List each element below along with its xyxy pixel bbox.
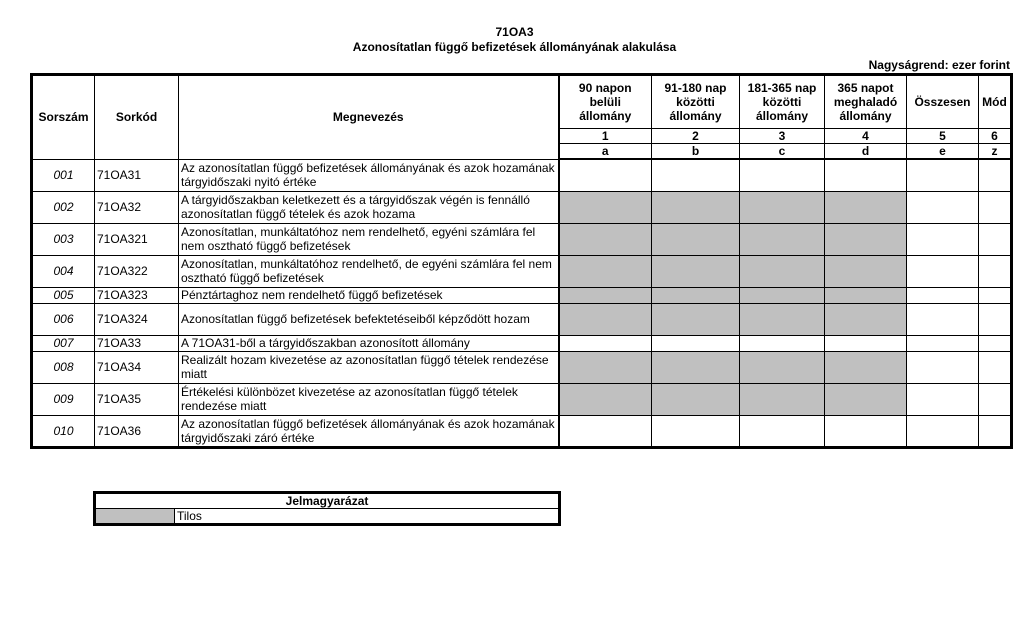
col-number-2: 2 [652,129,740,144]
row-description: Az azonosítatlan függő befizetések állományának és azok hozamának tárgyidőszaki záró értéke [179,415,559,447]
header-col-3-line3: állomány [755,109,809,123]
row-value-col-3 [740,351,825,383]
row-value-col-1 [559,303,652,335]
row-value-col-2 [652,223,740,255]
table-row [32,351,1012,383]
row-code: 71OA324 [95,303,179,335]
header-megnevezes: Megnevezés [179,75,559,160]
header-col-2-line2: közötti [676,95,715,109]
row-value-col-1 [559,223,652,255]
row-value-col-2 [652,383,740,415]
row-value-col-2 [652,287,740,303]
row-value-col-2 [652,303,740,335]
row-serial: 010 [32,415,95,447]
col-number-4: 4 [825,129,907,144]
header-sorkod: Sorkód [95,75,179,160]
row-value-col-4 [825,303,907,335]
row-value-col-3[interactable] [740,159,825,191]
row-value-col-2 [652,351,740,383]
row-value-col-1[interactable] [559,415,652,447]
row-value-col-2[interactable] [652,335,740,351]
row-value-col-6[interactable] [979,287,1012,303]
row-value-col-5[interactable] [907,287,979,303]
row-serial: 009 [32,383,95,415]
row-description: Azonosítatlan, munkáltatóhoz nem rendelhető, egyéni számlára fel nem osztható függő befizetések [179,223,559,255]
row-code: 71OA35 [95,383,179,415]
legend-table [93,491,561,526]
row-value-col-2[interactable] [652,159,740,191]
col-letter-a: a [559,144,652,160]
legend-item-label: Tilos [175,509,560,525]
row-value-col-2[interactable] [652,415,740,447]
header-col-4 [825,75,907,129]
row-value-col-5[interactable] [907,351,979,383]
data-table [30,73,1013,449]
row-value-col-4 [825,383,907,415]
form-title: Azonosítatlan függő befizetések állományának alakulása [352,40,677,54]
header-col-4-line1: 365 napot [837,81,894,95]
table-row [32,383,1012,415]
row-value-col-4[interactable] [825,335,907,351]
row-serial: 007 [32,335,95,351]
header-col-4-line3: állomány [839,109,892,123]
row-value-col-3 [740,303,825,335]
col-number-3: 3 [740,129,825,144]
unit-label: Nagyságrend: ezer forint [868,58,1010,72]
row-code: 71OA323 [95,287,179,303]
row-description: Pénztártaghoz nem rendelhető függő befizetések [179,287,559,303]
col-number-1: 1 [559,129,652,144]
row-value-col-1 [559,255,652,287]
row-description: Az azonosítatlan függő befizetések állományának és azok hozamának tárgyidőszaki nyitó értéke [179,159,559,191]
row-value-col-5[interactable] [907,303,979,335]
row-serial: 001 [32,159,95,191]
row-value-col-3 [740,191,825,223]
header-col-1-line3: állomány [579,109,632,123]
col-letter-z: z [979,144,1012,160]
row-value-col-6[interactable] [979,159,1012,191]
header-col-2 [652,75,740,129]
row-value-col-5[interactable] [907,159,979,191]
row-code: 71OA321 [95,223,179,255]
row-value-col-4 [825,223,907,255]
col-number-6: 6 [979,129,1012,144]
row-description: A 71OA31-ből a tárgyidőszakban azonosított állomány [179,335,559,351]
table-row [32,415,1012,447]
row-code: 71OA33 [95,335,179,351]
row-code: 71OA322 [95,255,179,287]
row-serial: 008 [32,351,95,383]
row-code: 71OA32 [95,191,179,223]
header-col-3-line1: 181-365 nap [747,81,817,95]
row-value-col-4 [825,351,907,383]
row-value-col-3 [740,223,825,255]
row-value-col-6[interactable] [979,255,1012,287]
row-value-col-6[interactable] [979,303,1012,335]
row-value-col-3 [740,287,825,303]
row-value-col-6[interactable] [979,415,1012,447]
row-value-col-1[interactable] [559,335,652,351]
col-number-5: 5 [907,129,979,144]
legend-swatch-gray [95,509,175,525]
row-code: 71OA31 [95,159,179,191]
table-row [32,255,1012,287]
col-letter-d: d [825,144,907,160]
row-value-col-5[interactable] [907,255,979,287]
header-col-2-line1: 91-180 nap [664,81,727,95]
row-value-col-3[interactable] [740,415,825,447]
row-value-col-1 [559,351,652,383]
header-col-3-line2: közötti [762,95,802,109]
row-description: Realizált hozam kivezetése az azonosítatlan függő tételek rendezése miatt [179,351,559,383]
table-row [32,303,1012,335]
row-value-col-6[interactable] [979,351,1012,383]
row-description: Azonosítatlan, munkáltatóhoz rendelhető, de egyéni számlára fel nem osztható függő befizetések [179,255,559,287]
row-value-col-4[interactable] [825,415,907,447]
header-col-1-line2: belüli [589,95,621,109]
table-row [32,159,1012,191]
row-description: Azonosítatlan függő befizetések befektetéseiből képződött hozam [179,303,559,335]
header-mod: Mód [979,75,1012,129]
row-value-col-3 [740,383,825,415]
row-code: 71OA36 [95,415,179,447]
row-serial: 006 [32,303,95,335]
row-value-col-5[interactable] [907,335,979,351]
row-value-col-6[interactable] [979,191,1012,223]
row-value-col-2 [652,255,740,287]
row-value-col-5[interactable] [907,415,979,447]
row-value-col-1 [559,287,652,303]
table-row [32,223,1012,255]
row-serial: 005 [32,287,95,303]
header-osszesen: Összesen [907,75,979,129]
row-value-col-4 [825,191,907,223]
row-value-col-6[interactable] [979,223,1012,255]
row-value-col-1 [559,383,652,415]
table-row [32,191,1012,223]
header-col-1 [559,75,652,129]
col-letter-c: c [740,144,825,160]
row-value-col-3 [740,255,825,287]
row-value-col-6[interactable] [979,383,1012,415]
col-letter-b: b [652,144,740,160]
header-col-2-line3: állomány [669,109,722,123]
row-description: A tárgyidőszakban keletkezett és a tárgyidőszak végén is fennálló azonosítatlan függő tételek és azok hozama [179,191,559,223]
table-row [32,335,1012,351]
row-serial: 003 [32,223,95,255]
row-value-col-5[interactable] [907,223,979,255]
header-col-1-line1: 90 napon [578,81,632,95]
table-row [32,287,1012,303]
row-value-col-2 [652,191,740,223]
row-serial: 002 [32,191,95,223]
header-col-4-line2: meghaladó [833,95,898,109]
row-code: 71OA34 [95,351,179,383]
row-value-col-4[interactable] [825,159,907,191]
col-letter-e: e [907,144,979,160]
row-value-col-4 [825,287,907,303]
row-value-col-4 [825,255,907,287]
row-value-col-1[interactable] [559,159,652,191]
row-value-col-1 [559,191,652,223]
row-value-col-5[interactable] [907,191,979,223]
row-serial: 004 [32,255,95,287]
row-value-col-5[interactable] [907,383,979,415]
row-description: Értékelési különbözet kivezetése az azonosítatlan függő tételek rendezése miatt [179,383,559,415]
legend-title: Jelmagyarázat [95,493,560,509]
row-value-col-3[interactable] [740,335,825,351]
header-sorszam: Sorszám [32,75,95,160]
header-col-3 [740,75,825,129]
row-value-col-6[interactable] [979,335,1012,351]
form-code: 71OA3 [495,25,534,39]
